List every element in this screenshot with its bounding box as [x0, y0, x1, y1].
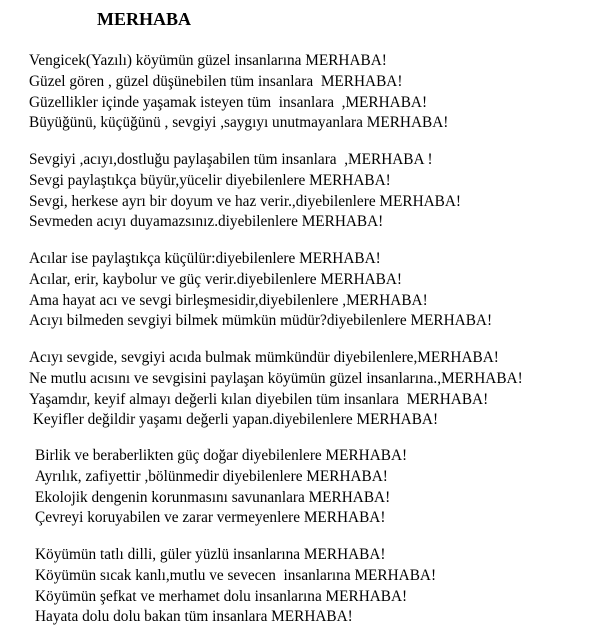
poem-line: Acılar, erir, kaybolur ve güç verir.diyebilenlere MERHABA! [29, 270, 403, 288]
poem-line: Hayata dolu dolu bakan tüm insanlara MERHABA! [35, 608, 353, 626]
poem-line: Ne mutlu acısını ve sevgisini paylaşan köyümün güzel insanlarına.,MERHABA! [29, 369, 523, 387]
stanza-5 [35, 446, 407, 529]
poem-line: Acılar ise paylaştıkça küçülür:diyebilenlere MERHABA! [29, 250, 381, 267]
poem-line: Sevgi paylaştıkça büyür,yücelir diyebilenlere MERHABA! [29, 171, 391, 189]
poem-title: MERHABA [97, 9, 191, 29]
poem-line: Acıyı bilmeden sevgiyi bilmek mümkün müdür?diyebilenlere MERHABA! [29, 312, 493, 330]
poem-line: Köyümün tatlı dilli, güler yüzlü insanlarına MERHABA! [35, 546, 386, 563]
poem-line: Birlik ve beraberlikten güç doğar diyebilenlere MERHABA! [35, 447, 408, 464]
poem-line: Ama hayat acı ve sevgi birleşmesidir,diyebilenlere ,MERHABA! [29, 291, 428, 309]
poem-line: Sevgi, herkese ayrı bir doyum ve haz verir.,diyebilenlere MERHABA! [29, 192, 462, 210]
poem-line: Sevmeden acıyı duyamazsınız.diyebilenlere MERHABA! [29, 213, 384, 231]
poem-line: Çevreyi koruyabilen ve zarar vermeyenlere MERHABA! [35, 509, 386, 527]
poem-line: Keyifler değildir yaşamı değerli yapan.diyebilenlere MERHABA! [29, 411, 439, 429]
poem-line: Vengicek(Yazılı) köyümün güzel insanlarına MERHABA! [29, 52, 387, 69]
poem-line: Ekolojik dengenin korunmasını savunanlara MERHABA! [35, 488, 391, 506]
poem-line: Sevgiyi ,acıyı,dostluğu paylaşabilen tüm insanlara ,MERHABA ! [29, 151, 433, 168]
poem-line: Güzellikler içinde yaşamak isteyen tüm insanlara ,MERHABA! [29, 93, 428, 111]
stanza-6 [35, 545, 436, 628]
stanza-3 [29, 249, 492, 332]
poem-line: Acıyı sevgide, sevgiyi acıda bulmak mümkündür diyebilenlere,MERHABA! [29, 349, 499, 366]
poem-line: Köyümün sıcak kanlı,mutlu ve sevecen insanlarına MERHABA! [35, 566, 437, 584]
stanza-1 [29, 51, 448, 134]
poem-line: Köyümün şefkat ve merhamet dolu insanlarına MERHABA! [35, 587, 408, 605]
poem-line: Yaşamdır, keyif almayı değerli kılan diyebilen tüm insanlara MERHABA! [29, 390, 489, 408]
poem-line: Büyüğünü, küçüğünü , sevgiyi ,saygıyı unutmayanlara MERHABA! [29, 114, 449, 132]
stanza-4 [29, 348, 523, 431]
stanza-2 [29, 150, 461, 233]
poem-line: Güzel gören , güzel düşünebilen tüm insanlara MERHABA! [29, 72, 403, 90]
poem-line: Ayrılık, zafiyettir ,bölünmedir diyebilenlere MERHABA! [35, 467, 388, 485]
